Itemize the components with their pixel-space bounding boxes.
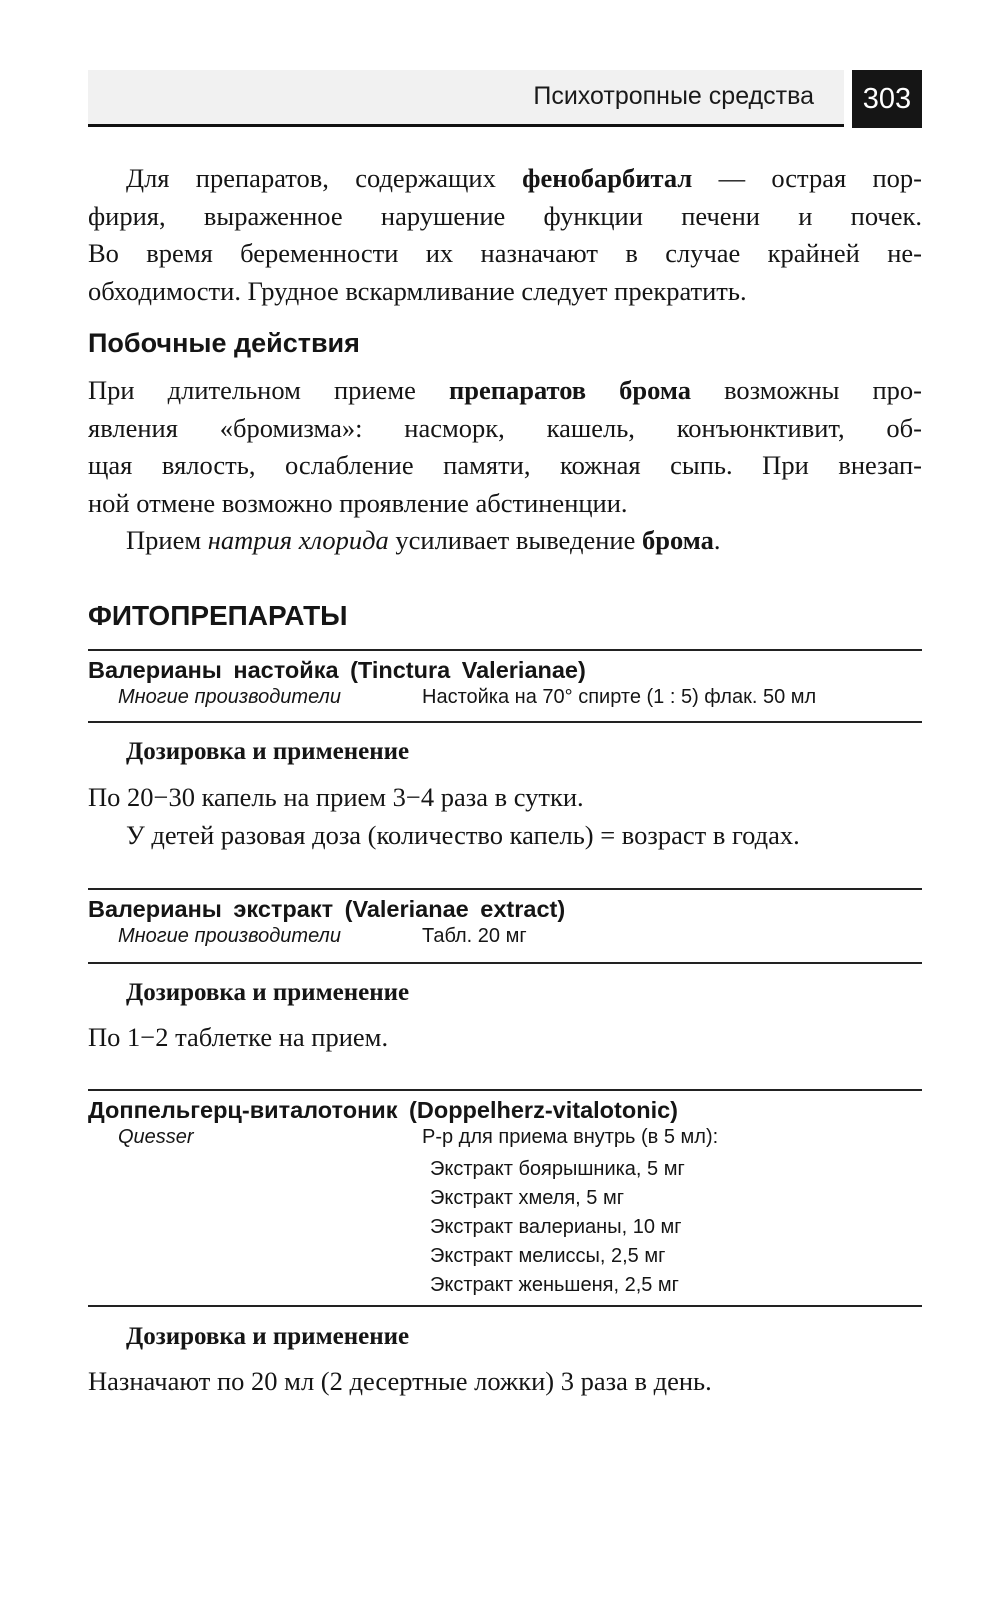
section-title: Психотропные средства xyxy=(533,82,814,110)
drug-term: брома xyxy=(641,525,714,555)
dosage-text: По 1−2 таблетке на прием. xyxy=(88,1022,389,1052)
drug-name: Доппельгерц-виталотоник (Doppelherz-vitalotonic) xyxy=(88,1097,678,1123)
composition-item: Экстракт женьшеня, 2,5 мг xyxy=(430,1274,679,1296)
composition-item: Экстракт мелиссы, 2,5 мг xyxy=(430,1245,666,1267)
dosage-heading: Дозировка и применение xyxy=(126,1323,410,1350)
italic-term: натрия хлорида xyxy=(207,525,389,555)
drug-card xyxy=(88,649,922,723)
composition-item: Экстракт валерианы, 10 мг xyxy=(430,1216,682,1238)
side-effects-paragraph xyxy=(88,372,922,560)
page-number: 303 xyxy=(852,70,922,128)
manufacturer: Quesser xyxy=(118,1126,194,1148)
text-line: Для препаратов, содержащих фенобарбитал — острая пор- xyxy=(126,163,922,193)
text-line: ной отмене возможно проявление абстиненции. xyxy=(88,487,628,518)
dosage-text: Назначают по 20 мл (2 десертные ложки) 3 раза в день. xyxy=(88,1366,712,1396)
side-effects-heading: Побочные действия xyxy=(88,328,360,358)
drug-meta xyxy=(88,923,922,953)
dosage-form: Р-р для приема внутрь (в 5 мл): xyxy=(422,1126,719,1148)
text-line: обходимости. Грудное вскармливание следует прекратить. xyxy=(88,275,747,306)
drug-meta xyxy=(88,1124,922,1154)
drug-meta xyxy=(88,684,922,714)
dosage-text: По 20−30 капель на прием 3−4 раза в сутки. xyxy=(88,782,584,812)
text-line: фирия, выраженное нарушение функции печени и почек. xyxy=(88,200,922,231)
running-header xyxy=(88,70,922,128)
text-line: При длительном приеме препаратов брома возможны про- xyxy=(88,375,923,405)
dosage-form: Табл. 20 мг xyxy=(422,925,527,947)
dosage-heading: Дозировка и применение xyxy=(126,738,410,765)
intro-paragraph xyxy=(88,160,922,310)
dosage-text: У детей разовая доза (количество капель) = возраст в годах. xyxy=(126,820,800,850)
composition-item: Экстракт хмеля, 5 мг xyxy=(430,1187,624,1209)
manufacturer: Многие производители xyxy=(118,925,341,947)
text-line: щая вялость, ослабление памяти, кожная сыпь. При внезап- xyxy=(88,450,922,480)
dosage-heading: Дозировка и применение xyxy=(126,979,410,1006)
dosage-form: Настойка на 70° спирте (1 : 5) флак. 50 мл xyxy=(422,686,817,708)
drug-card xyxy=(88,888,922,964)
text-line: Во время беременности их назначают в случае крайней не- xyxy=(88,238,922,268)
text-line: явления «бромизма»: насморк, кашель, конъюнктивит, об- xyxy=(88,412,922,443)
drug-name: Валерианы экстракт (Valerianae extract) xyxy=(88,896,566,922)
drug-term: фенобарбитал xyxy=(522,163,693,193)
phyto-section-heading: ФИТОПРЕПАРАТЫ xyxy=(88,600,348,631)
composition-item: Экстракт боярышника, 5 мг xyxy=(430,1158,685,1180)
manufacturer: Многие производители xyxy=(118,686,341,708)
drug-term: препаратов брома xyxy=(448,375,692,405)
drug-card xyxy=(88,1089,922,1307)
drug-name: Валерианы настойка (Tinctura Valerianae) xyxy=(88,657,586,683)
text-line: Прием натрия хлорида усиливает выведение брома. xyxy=(126,525,721,555)
